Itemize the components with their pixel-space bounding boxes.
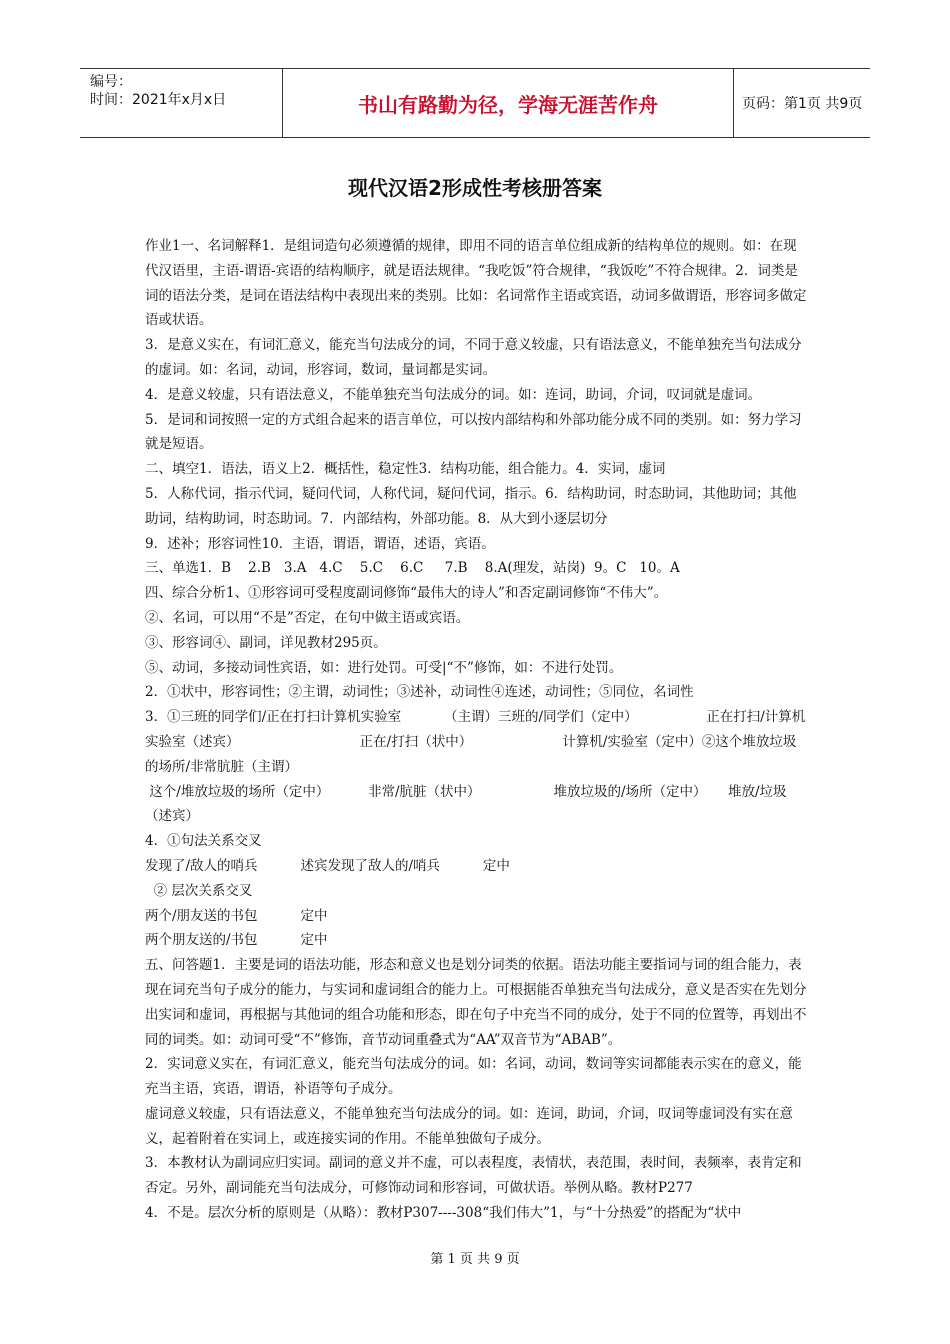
document-number-label: 编号： [90, 74, 132, 90]
body-paragraph: 9．述补；形容词性10．主语，谓语，谓语，述语，宾语。 [145, 535, 495, 552]
body-paragraph: 3．是意义实在，有词汇意义，能充当句法成分的词，不同于意义较虚，只有语法意义，不能单独充当句法成分的虚词。如：名词，动词，形容词，数词，量词都是实词。 [145, 337, 802, 378]
body-paragraph: ② 层次关系交叉 [145, 882, 253, 899]
body-paragraph: 五、问答题1．主要是词的语法功能，形态和意义也是划分词类的依据。语法功能主要指词与词的组合能力，表现在词充当句子成分的能力，与实词和虚词组合的能力上。可根据能否单独充当句法成分，意义是否实在先划分出实词和虚词，再根据与其他词的组合功能和形态，即在句子中充当不同的成分，处于不同的位置等，再划出不同的词类。如：动词可受“不”修饰，音节动词重叠式为“AA”双音节为“ABAB”。 [145, 957, 807, 1048]
header-page-cell [734, 69, 870, 137]
motto-text: 书山有路勤为径，学海无涯苦作舟 [358, 92, 658, 117]
page-number-label: 页码：第1页 共9页 [742, 96, 863, 112]
body-paragraph: 2．实词意义实在，有词汇意义，能充当句法成分的词。如：名词，动词，数词等实词都能表示实在的意义，能充当主语，宾语，谓语，补语等句子成分。 [145, 1056, 802, 1098]
document-title: 现代汉语2形成性考核册答案 [348, 176, 602, 200]
body-paragraph: 三、单选1．B 2.B 3.A 4.C 5.C 6.C 7.B 8.A(理发，站岗) 9。C 10。A [145, 560, 680, 577]
body-paragraph: 虚词意义较虚，只有语法意义，不能单独充当句法成分的词。如：连词，助词，介词，叹词等虚词没有实在意义，起着附着在实词上，或连接实词的作用。不能单独做句子成分。 [145, 1105, 793, 1147]
body-paragraph: 3．①三班的同学们/正在打扫计算机实验室 （主谓）三班的/同学们（定中） 正在打扫/计算机实验室（述宾） 正在/打扫（状中） 计算机/实验室（定中）②这个堆放垃圾的场所/非常肮脏（主谓） [145, 709, 806, 775]
body-paragraph: 4．①句法关系交叉 [145, 833, 262, 850]
body-paragraph: 2．①状中，形容词性；②主谓，动词性；③述补，动词性④连述，动词性；⑤同位，名词性 [145, 684, 694, 701]
body-paragraph: 5．是词和词按照一定的方式组合起来的语言单位，可以按内部结构和外部功能分成不同的类别。如：努力学习就是短语。 [145, 411, 802, 453]
body-paragraph: 两个朋友送的/书包 定中 [145, 932, 328, 949]
body-paragraph: 四、综合分析1、①形容词可受程度副词修饰“最伟大的诗人”和否定副词修饰“不伟大”。 [145, 585, 668, 602]
body-paragraph: ②、名词，可以用“不是”否定，在句中做主语或宾语。 [145, 609, 470, 626]
header-motto-cell [282, 69, 734, 137]
body-paragraph: 4．不是。层次分析的原则是（从略）：教材P307----308“我们伟大”1，与“十分热爱”的搭配为“状中 [145, 1205, 742, 1222]
header-left-cell [80, 69, 282, 137]
body-paragraph: ③、形容词④、副词，详见教材295页。 [145, 634, 387, 651]
body-paragraph: 二、填空1．语法，语义上2．概括性，稳定性3．结构功能，组合能力。4．实词，虚词 [145, 461, 666, 478]
body-paragraph: 5．人称代词，指示代词，疑问代词，人称代词，疑问代词，指示。6．结构助词，时态助词，其他助词；其他助词，结构助词，时态助词。7．内部结构，外部功能。8．从大到小逐层切分 [145, 485, 797, 527]
document-body [145, 234, 807, 1226]
document-time-label: 时间：2021年x月x日 [90, 92, 227, 108]
body-paragraph: 3．本教材认为副词应归实词。副词的意义并不虚，可以表程度，表情状，表范围，表时间，表频率，表肯定和否定。另外，副词能充当句法成分，可修饰动词和形容词，可做状语。举例从略。教材P277 [145, 1155, 802, 1197]
body-paragraph: 两个/朋友送的书包 定中 [145, 907, 328, 924]
body-paragraph: 发现了/敌人的哨兵 述宾发现了敌人的/哨兵 定中 [145, 857, 510, 874]
body-paragraph: 作业1一、名词解释1．是组词造句必须遵循的规律，即用不同的语言单位组成新的结构单位的规则。如：在现代汉语里，主语-谓语-宾语的结构顺序，就是语法规律。“我吃饭”符合规律，“我饭吃”不符合规律。2．词类是词的语法分类，是词在语法结构中表现出来的类别。比如：名词常作主语或宾语，动词多做谓语，形容词多做定语或状语。 [145, 238, 807, 329]
body-paragraph: 4．是意义较虚，只有语法意义，不能单独充当句法成分的词。如：连词，助词，介词，叹词就是虚词。 [145, 386, 762, 403]
body-paragraph: 这个/堆放垃圾的场所（定中） 非常/肮脏（状中） 堆放垃圾的/场所（定中） 堆放/垃圾（述宾） [145, 783, 787, 825]
body-paragraph: ⑤、动词，多接动词性宾语，如：进行处罚。可受|“不”修饰，如：不进行处罚。 [145, 659, 623, 676]
page-footer: 第 1 页 共 9 页 [430, 1252, 520, 1267]
header-table [80, 68, 870, 138]
